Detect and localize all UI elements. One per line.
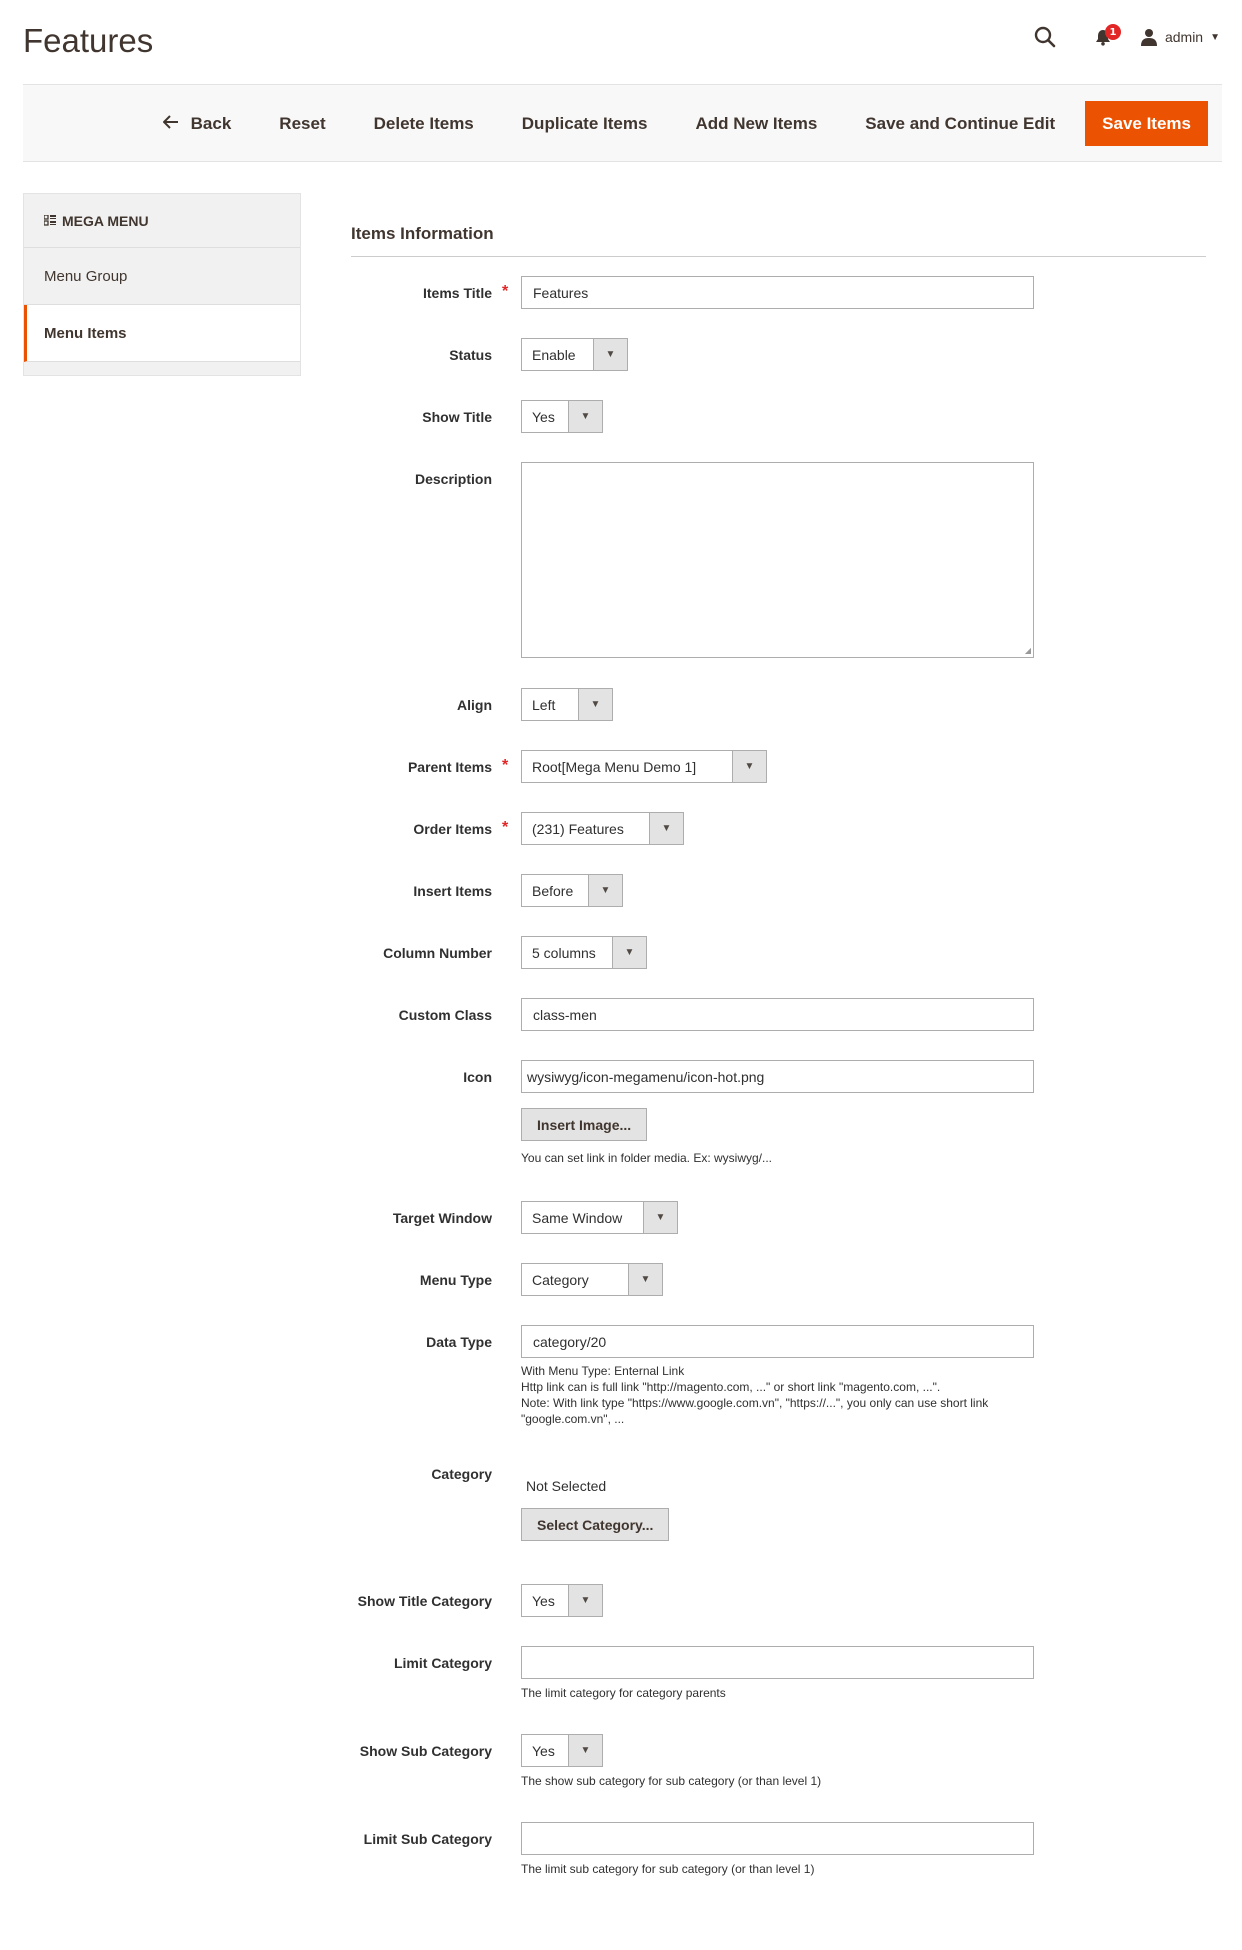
data-type-input[interactable]: category/20: [521, 1325, 1034, 1358]
description-textarea[interactable]: [521, 462, 1034, 658]
parent-items-value: Root[Mega Menu Demo 1]: [532, 758, 697, 775]
items-title-label: Items Title: [423, 285, 492, 301]
menu-type-label: Menu Type: [419, 1272, 492, 1288]
sidebar-heading-label: MEGA MENU: [62, 212, 149, 229]
limit-sub-category-label: Limit Sub Category: [363, 1831, 492, 1847]
chevron-down-icon: ▼: [588, 875, 622, 906]
chevron-down-icon: ▼: [732, 751, 766, 782]
sidebar: [23, 193, 301, 376]
description-label: Description: [414, 471, 492, 487]
required-marker: *: [502, 819, 509, 836]
limit-sub-category-note: The limit sub category for sub category (or than level 1): [521, 1862, 815, 1876]
align-value: Left: [532, 696, 556, 713]
show-sub-category-note: The show sub category for sub category (or than level 1): [521, 1774, 822, 1788]
duplicate-items-button[interactable]: Duplicate Items: [498, 101, 672, 146]
notification-count-badge: 1: [1105, 24, 1121, 40]
limit-category-note: The limit category for category parents: [521, 1686, 726, 1700]
show-title-category-select[interactable]: [521, 1584, 603, 1617]
column-number-value: 5 columns: [532, 944, 596, 961]
custom-class-input[interactable]: class-men: [521, 998, 1034, 1031]
column-number-label: Column Number: [383, 945, 492, 961]
insert-items-value: Before: [532, 882, 574, 899]
limit-category-label: Limit Category: [393, 1655, 492, 1671]
show-title-label: Show Title: [422, 409, 492, 425]
back-button-label: Back: [190, 113, 232, 133]
parent-items-label: Parent Items: [407, 759, 492, 775]
limit-sub-category-input[interactable]: [521, 1822, 1034, 1855]
icon-input[interactable]: wysiwyg/icon-megamenu/icon-hot.png: [521, 1060, 1034, 1093]
chevron-down-icon: ▼: [593, 339, 627, 370]
data-type-note: [521, 1363, 1034, 1427]
chevron-down-icon: ▼: [578, 689, 612, 720]
save-items-button[interactable]: Save Items: [1085, 101, 1208, 146]
reset-button[interactable]: Reset: [255, 101, 349, 146]
chevron-down-icon: ▼: [628, 1264, 662, 1295]
items-title-input[interactable]: Features: [521, 276, 1034, 309]
align-select[interactable]: [521, 688, 613, 721]
back-button[interactable]: [139, 101, 256, 146]
order-items-select[interactable]: [521, 812, 684, 845]
target-window-label: Target Window: [392, 1210, 492, 1226]
required-marker: *: [502, 283, 509, 300]
user-name: admin: [1164, 29, 1204, 45]
align-label: Align: [457, 697, 492, 713]
arrow-left-icon: [163, 113, 179, 134]
data-type-note-line: Http link can is full link "http://magento.com, ..." or short link "magento.com, ...".: [521, 1380, 941, 1394]
insert-items-label: Insert Items: [413, 883, 492, 899]
chevron-down-icon: ▼: [649, 813, 683, 844]
show-title-category-value: Yes: [532, 1592, 555, 1609]
insert-image-button[interactable]: Insert Image...: [521, 1108, 647, 1141]
status-select[interactable]: [521, 338, 628, 371]
chevron-down-icon: ▼: [568, 401, 602, 432]
section-divider: [351, 256, 1206, 257]
save-and-continue-button[interactable]: Save and Continue Edit: [841, 101, 1079, 146]
bell-icon[interactable]: [1088, 22, 1118, 52]
limit-category-input[interactable]: [521, 1646, 1034, 1679]
required-marker: *: [502, 757, 509, 774]
target-window-select[interactable]: [521, 1201, 678, 1234]
menu-type-value: Category: [532, 1271, 589, 1288]
show-sub-category-select[interactable]: [521, 1734, 603, 1767]
category-value: Not Selected: [526, 1478, 607, 1494]
data-type-note-line: "google.com.vn", ...: [521, 1412, 625, 1426]
show-title-value: Yes: [532, 408, 555, 425]
order-items-value: (231) Features: [532, 820, 624, 837]
caret-down-icon: ▼: [1210, 31, 1220, 43]
status-value: Enable: [532, 346, 576, 363]
show-sub-category-label: Show Sub Category: [359, 1743, 492, 1759]
target-window-value: Same Window: [532, 1209, 623, 1226]
custom-class-label: Custom Class: [398, 1007, 492, 1023]
column-number-select[interactable]: [521, 936, 647, 969]
order-items-label: Order Items: [413, 821, 492, 837]
data-type-note-line: Note: With link type "https://www.google.com.vn", "https://...", you only can use short link: [521, 1396, 989, 1410]
sidebar-footer: [24, 362, 300, 375]
icon-note: You can set link in folder media. Ex: wysiwyg/...: [521, 1151, 773, 1165]
resize-grip-icon[interactable]: ◢: [1024, 646, 1031, 655]
data-type-label: Data Type: [426, 1334, 492, 1350]
delete-items-button[interactable]: Delete Items: [350, 101, 498, 146]
icon-label: Icon: [463, 1069, 492, 1085]
toolbar-buttons: [139, 101, 1208, 146]
parent-items-select[interactable]: [521, 750, 767, 783]
show-title-category-label: Show Title Category: [357, 1593, 492, 1609]
chevron-down-icon: ▼: [568, 1735, 602, 1766]
chevron-down-icon: ▼: [568, 1585, 602, 1616]
chevron-down-icon: ▼: [643, 1202, 677, 1233]
status-label: Status: [449, 347, 492, 363]
search-icon[interactable]: [1030, 22, 1060, 52]
select-category-button[interactable]: Select Category...: [521, 1508, 669, 1541]
page-actions-toolbar: [23, 84, 1222, 162]
admin-user-menu[interactable]: [1140, 28, 1220, 46]
page-title: Features: [23, 22, 154, 59]
add-new-items-button[interactable]: Add New Items: [671, 101, 841, 146]
user-icon: [1140, 28, 1158, 46]
menu-type-select[interactable]: [521, 1263, 663, 1296]
page-header: [0, 0, 1242, 84]
show-sub-category-value: Yes: [532, 1742, 555, 1759]
category-label: Category: [431, 1466, 492, 1482]
grid-icon: [44, 215, 56, 226]
sidebar-heading: [24, 194, 300, 248]
sidebar-item-menu-group[interactable]: Menu Group: [24, 248, 300, 305]
section-title: Items Information: [351, 224, 494, 243]
show-title-select[interactable]: [521, 400, 603, 433]
sidebar-item-menu-items[interactable]: Menu Items: [24, 305, 300, 362]
insert-items-select[interactable]: [521, 874, 623, 907]
data-type-note-line: With Menu Type: Enternal Link: [521, 1364, 685, 1378]
header-actions: [1002, 22, 1220, 52]
chevron-down-icon: ▼: [612, 937, 646, 968]
